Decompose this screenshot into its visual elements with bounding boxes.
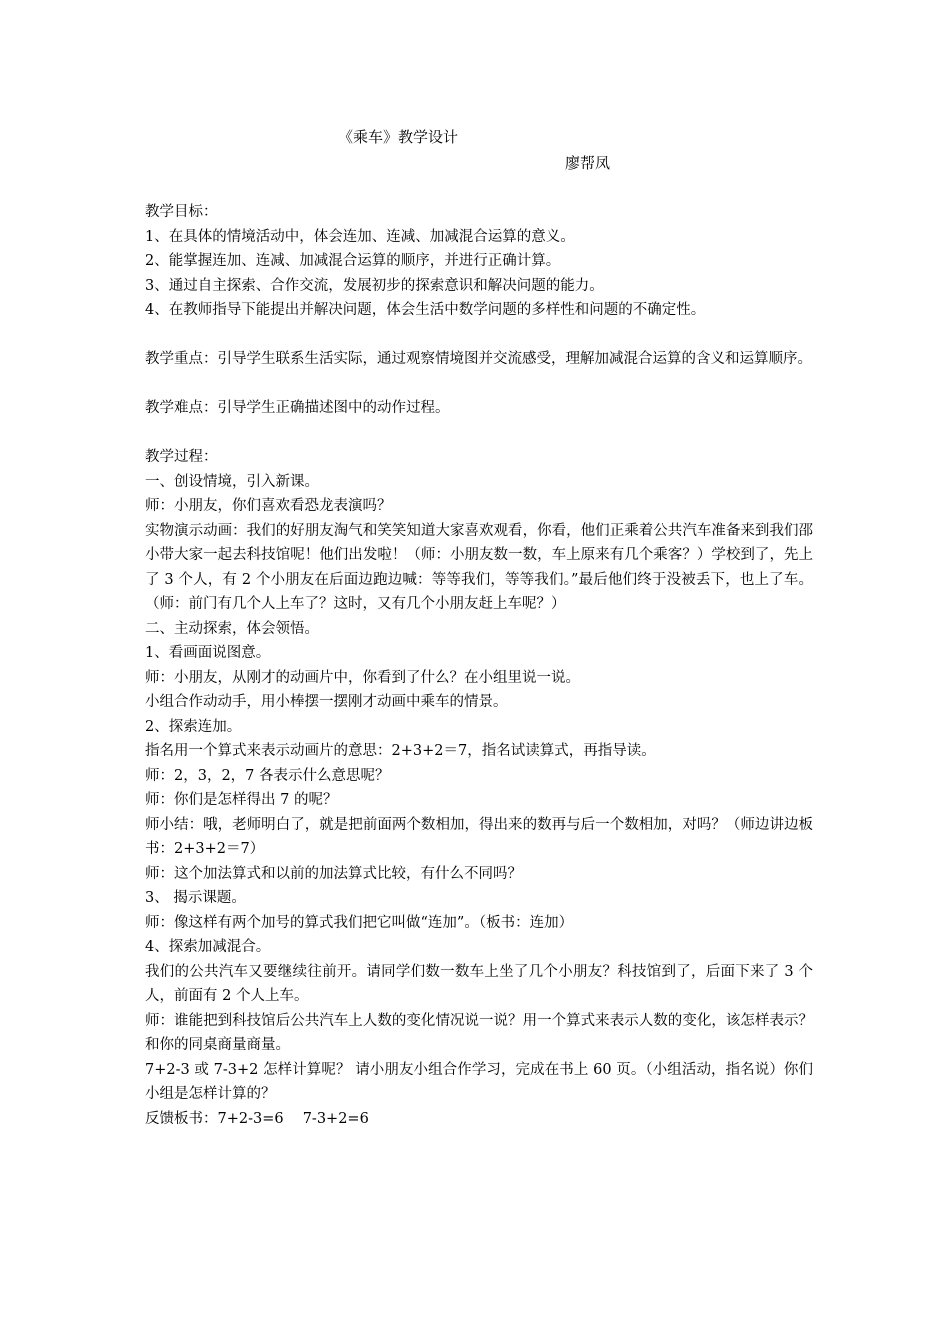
paragraph-spacer (145, 372, 813, 397)
objectives-heading: 教学目标： (145, 204, 218, 220)
paragraph-spacer (145, 323, 813, 348)
paragraph-spacer (145, 421, 813, 446)
difficulty-paragraph: 教学难点：引导学生正确描述图中的动作过程。 (145, 400, 450, 416)
process-line: 师：这个加法算式和以前的加法算式比较，有什么不同吗？ (145, 865, 522, 882)
process-line: 7+2-3 或 7-3+2 怎样计算呢？ 请小朋友小组合作学习，完成在书上 60 页。（小组活动，指名说）你们小组是怎样计算的？ (145, 1061, 813, 1102)
process-line: 指名用一个算式来表示动画片的意思：2+3+2＝7，指名试读算式，再指导读。 (145, 743, 656, 759)
process-line: 3、 揭示课题。 (145, 890, 246, 906)
process-line: 实物演示动画：我们的好朋友淘气和笑笑知道大家喜欢观看，你看，他们正乘着公共汽车准备来到我们邵小带大家一起去科技馆呢！他们出发啦！（师：小朋友数一数，车上原来有几个乘客？）学校到了，先上了 3 个人，有 2 个小朋友在后面边跑边喊：等等我们，等等我们。”最后他们终于没被丢下，也上了车。（师：前门有几个人上车了？这时，又有几个小朋友赶上车呢？） (145, 522, 813, 612)
process-line: 一、创设情境，引入新课。 (145, 473, 319, 490)
process-line: 师小结：哦，老师明白了，就是把前面两个数相加，得出来的数再与后一个数相加，对吗？（师边讲边板书：2+3+2＝7） (145, 816, 813, 857)
process-line: 师：小朋友，从刚才的动画片中，你看到了什么？在小组里说一说。 (145, 669, 580, 686)
process-line: 师：你们是怎样得出 7 的呢？ (145, 792, 338, 808)
process-line: 2、探索连加。 (145, 718, 242, 735)
document-author: 廖帮凤 (565, 154, 611, 172)
document-title: 《乘车》教学设计 (338, 128, 459, 146)
objective-item-1: 1、在具体的情境活动中，体会连加、连减、加减混合运算的意义。 (145, 228, 575, 245)
objective-item-3: 3、通过自主探索、合作交流，发展初步的探索意识和解决问题的能力。 (145, 277, 604, 294)
process-line: 4、探索加减混合。 (145, 939, 271, 955)
document-body (145, 200, 813, 1131)
process-line: 师：谁能把到科技馆后公共汽车上人数的变化情况说一说？用一个算式来表示人数的变化，该怎样表示？和你的同桌商量商量。 (145, 1012, 813, 1053)
process-line: 反馈板书：7+2-3=6 7-3+2=6 (145, 1110, 369, 1127)
process-line: 二、主动探索，体会领悟。 (145, 620, 319, 637)
process-line: 我们的公共汽车又要继续往前开。请同学们数一数车上坐了几个小朋友？科技馆到了，后面下来了 3 个人，前面有 2 个人上车。 (145, 963, 813, 1004)
process-line: 师：2，3，2，7 各表示什么意思呢？ (145, 767, 390, 784)
process-line: 1、看画面说图意。 (145, 645, 271, 661)
process-line: 小组合作动动手，用小棒摆一摆刚才动画中乘车的情景。 (145, 694, 508, 710)
objective-item-2: 2、能掌握连加、连减、加减混合运算的顺序，并进行正确计算。 (145, 253, 561, 269)
process-heading: 教学过程： (145, 449, 218, 465)
process-line: 师：像这样有两个加号的算式我们把它叫做“连加”。（板书：连加） (145, 914, 574, 931)
objective-item-4: 4、在教师指导下能提出并解决问题，体会生活中数学问题的多样性和问题的不确定性。 (145, 302, 706, 318)
key-point-paragraph: 教学重点：引导学生联系生活实际，通过观察情境图并交流感受，理解加减混合运算的含义和运算顺序。 (145, 351, 812, 367)
process-line: 师：小朋友，你们喜欢看恐龙表演吗？ (145, 498, 392, 514)
